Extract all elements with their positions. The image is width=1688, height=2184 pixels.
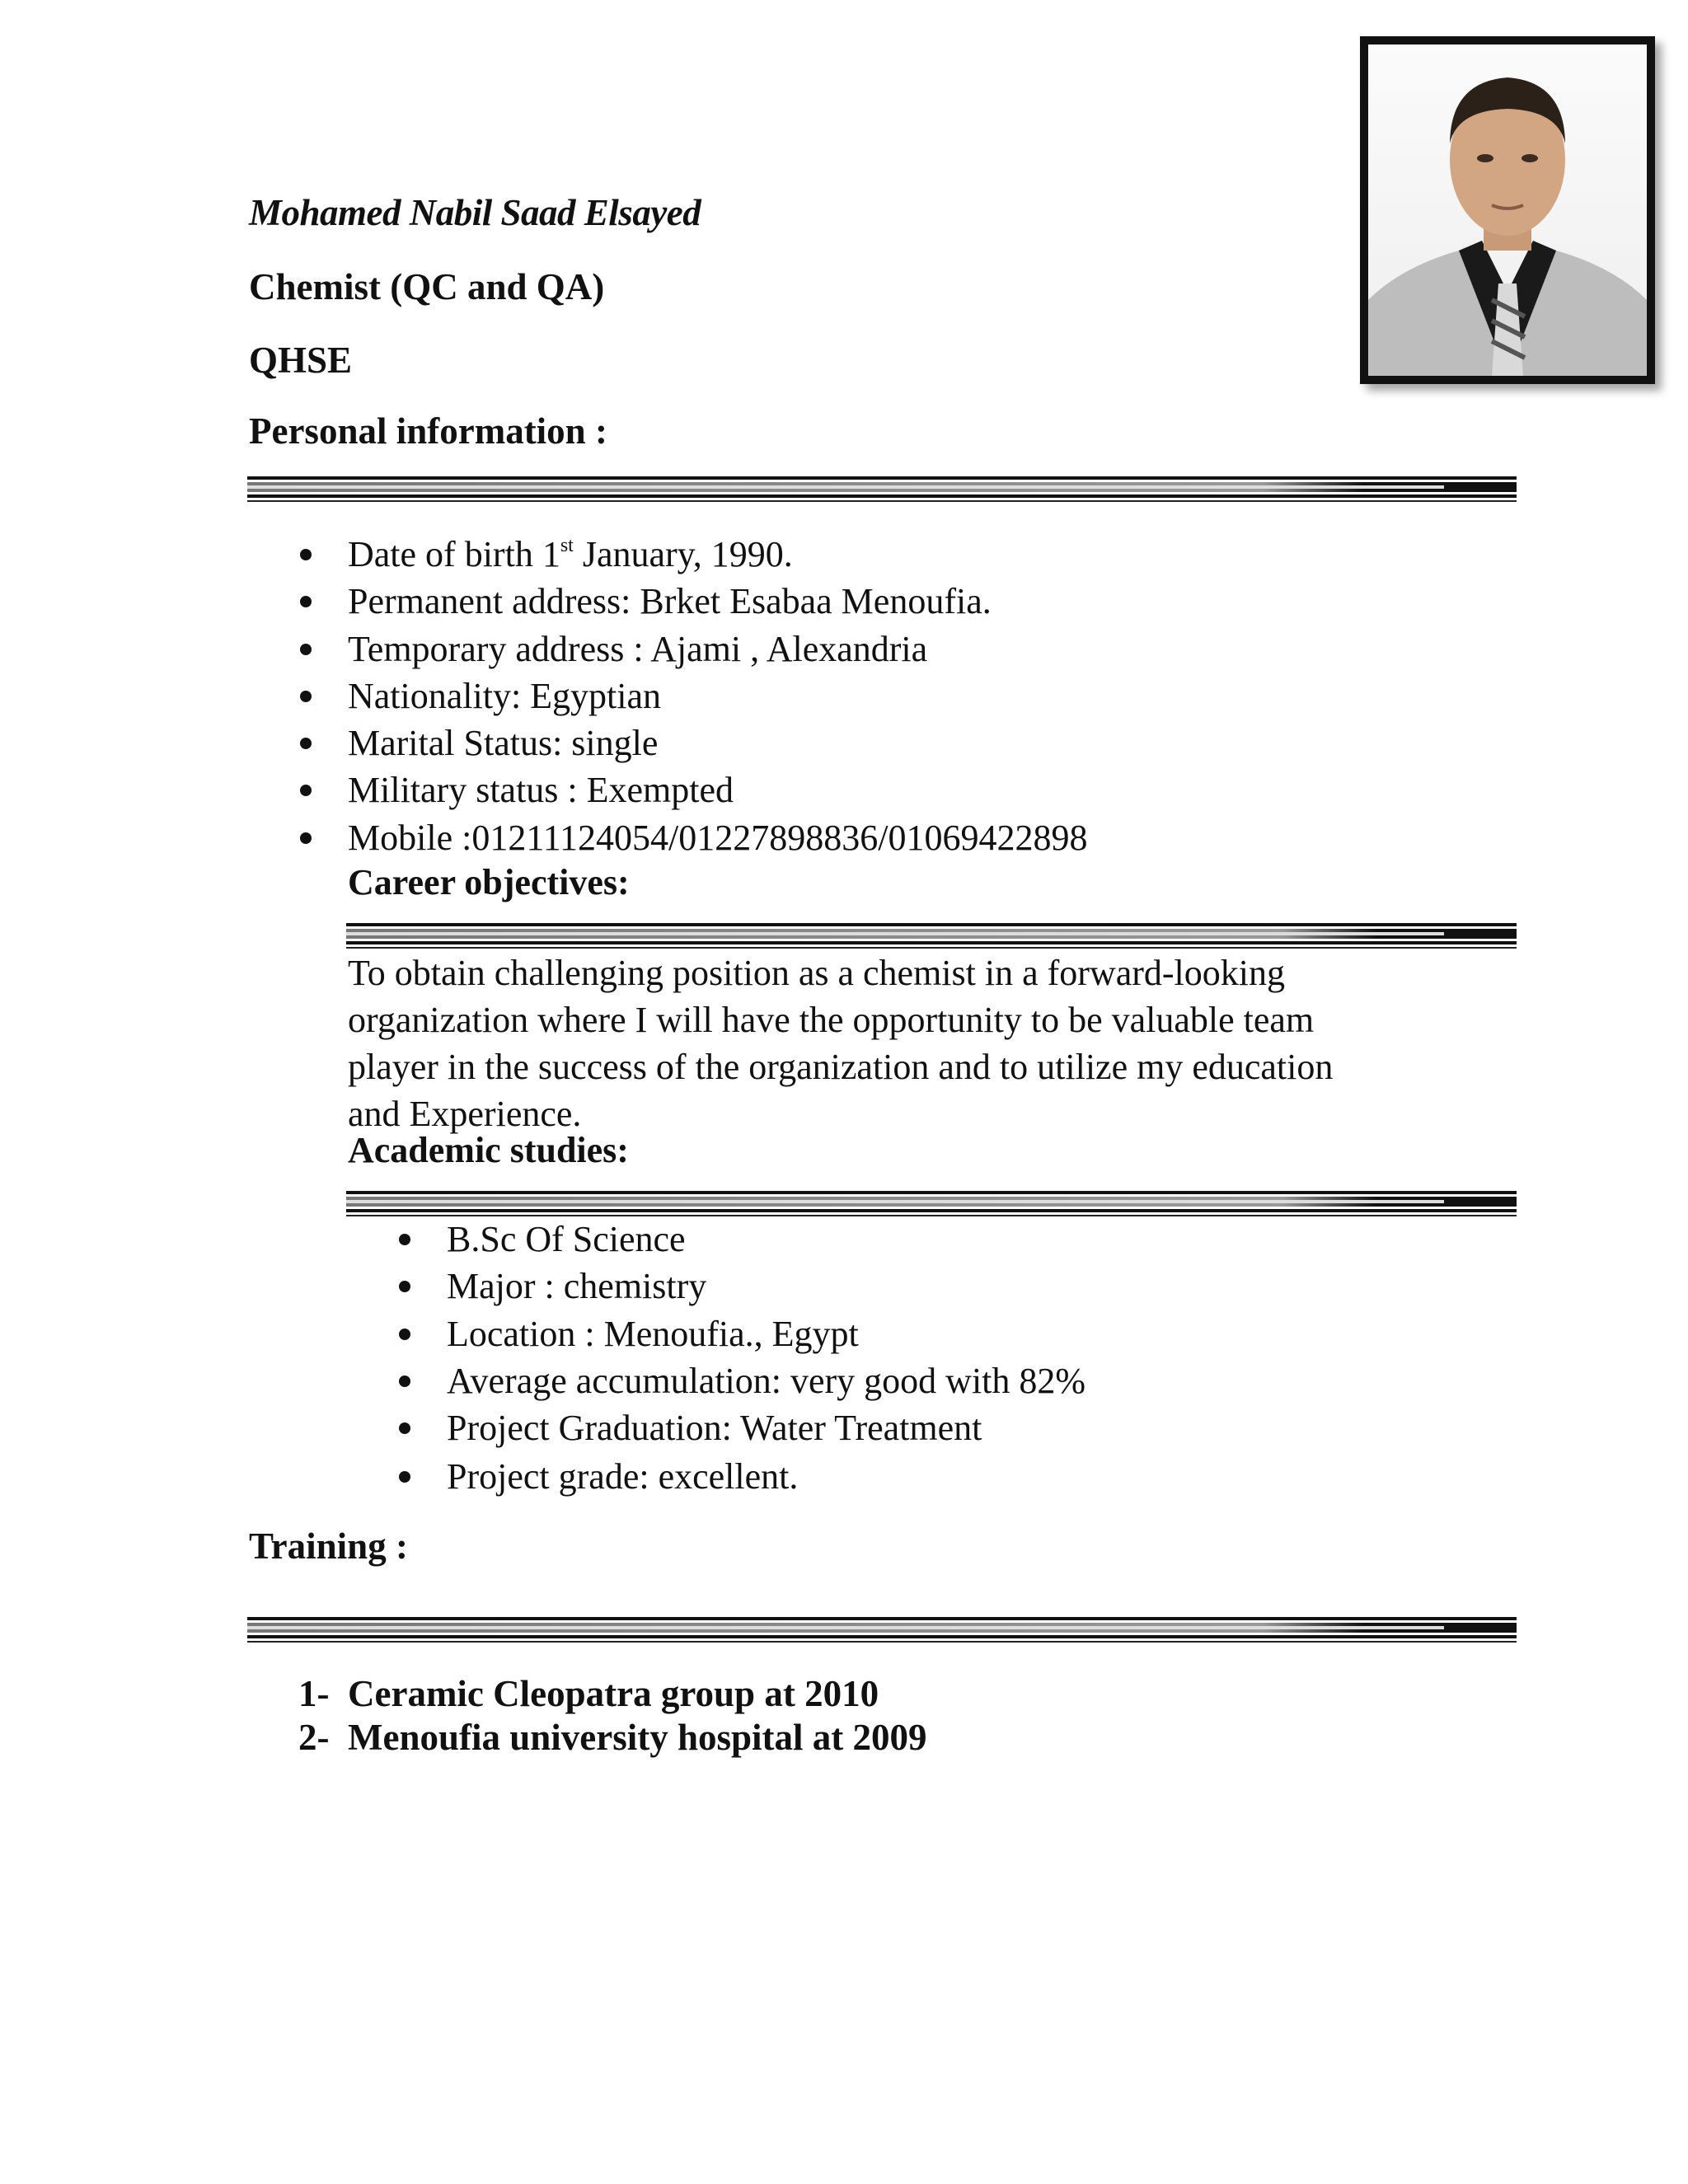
- list-item: Date of birth 1st January, 1990.: [249, 531, 1088, 578]
- section-divider: [247, 476, 1517, 501]
- bullet-icon: [399, 1471, 410, 1483]
- department: QHSE: [249, 340, 353, 381]
- list-item: Project Graduation: Water Treatment: [348, 1404, 1085, 1451]
- career-heading: Career objectives:: [348, 862, 630, 902]
- list-item: Location : Menoufia., Egypt: [348, 1310, 1085, 1357]
- personal-info-heading: Personal information :: [249, 410, 607, 452]
- section-divider: [346, 1191, 1517, 1216]
- bullet-icon: [300, 596, 312, 607]
- bullet-icon: [300, 691, 312, 702]
- list-item: Military status : Exempted: [249, 766, 1088, 813]
- list-item: 2- Menoufia university hospital at 2009: [298, 1717, 927, 1758]
- academic-list: [348, 1216, 1085, 1501]
- job-title: Chemist (QC and QA): [249, 266, 605, 307]
- bullet-icon: [300, 549, 312, 560]
- training-list: [298, 1672, 927, 1760]
- list-item: Project grade: excellent.: [348, 1453, 1085, 1500]
- bullet-icon: [300, 738, 312, 749]
- personal-info-list: [249, 531, 1088, 861]
- section-divider: [346, 923, 1517, 948]
- bullet-icon: [399, 1422, 410, 1434]
- list-item: Major : chemistry: [348, 1263, 1085, 1310]
- profile-photo-icon: [1368, 45, 1647, 376]
- list-item: B.Sc Of Science: [348, 1216, 1085, 1263]
- section-divider: [247, 1617, 1517, 1642]
- academic-heading: Academic studies:: [348, 1130, 629, 1170]
- profile-photo: [1360, 36, 1655, 384]
- list-item: Permanent address: Brket Esabaa Menoufia.: [249, 578, 1088, 625]
- bullet-icon: [399, 1234, 410, 1245]
- candidate-name: Mohamed Nabil Saad Elsayed: [249, 192, 701, 233]
- list-item: Temporary address : Ajami , Alexandria: [249, 626, 1088, 673]
- bullet-icon: [300, 832, 312, 844]
- list-item: Marital Status: single: [249, 719, 1088, 766]
- list-item: 1- Ceramic Cleopatra group at 2010: [298, 1673, 879, 1714]
- bullet-icon: [399, 1329, 410, 1340]
- bullet-icon: [300, 785, 312, 796]
- bullet-icon: [399, 1281, 410, 1292]
- list-item: Average accumulation: very good with 82%: [348, 1357, 1085, 1404]
- bullet-icon: [300, 644, 312, 655]
- bullet-icon: [399, 1376, 410, 1387]
- career-objective-text: To obtain challenging position as a chemist in a forward-looking organization where I will have the opportunity to be valuable team player in the success of the organization and to utilize my education and Experience.: [348, 953, 1334, 1134]
- list-item: Nationality: Egyptian: [249, 673, 1088, 719]
- training-heading: Training :: [249, 1526, 408, 1567]
- list-item: Mobile :01211124054/01227898836/01069422898: [249, 814, 1088, 861]
